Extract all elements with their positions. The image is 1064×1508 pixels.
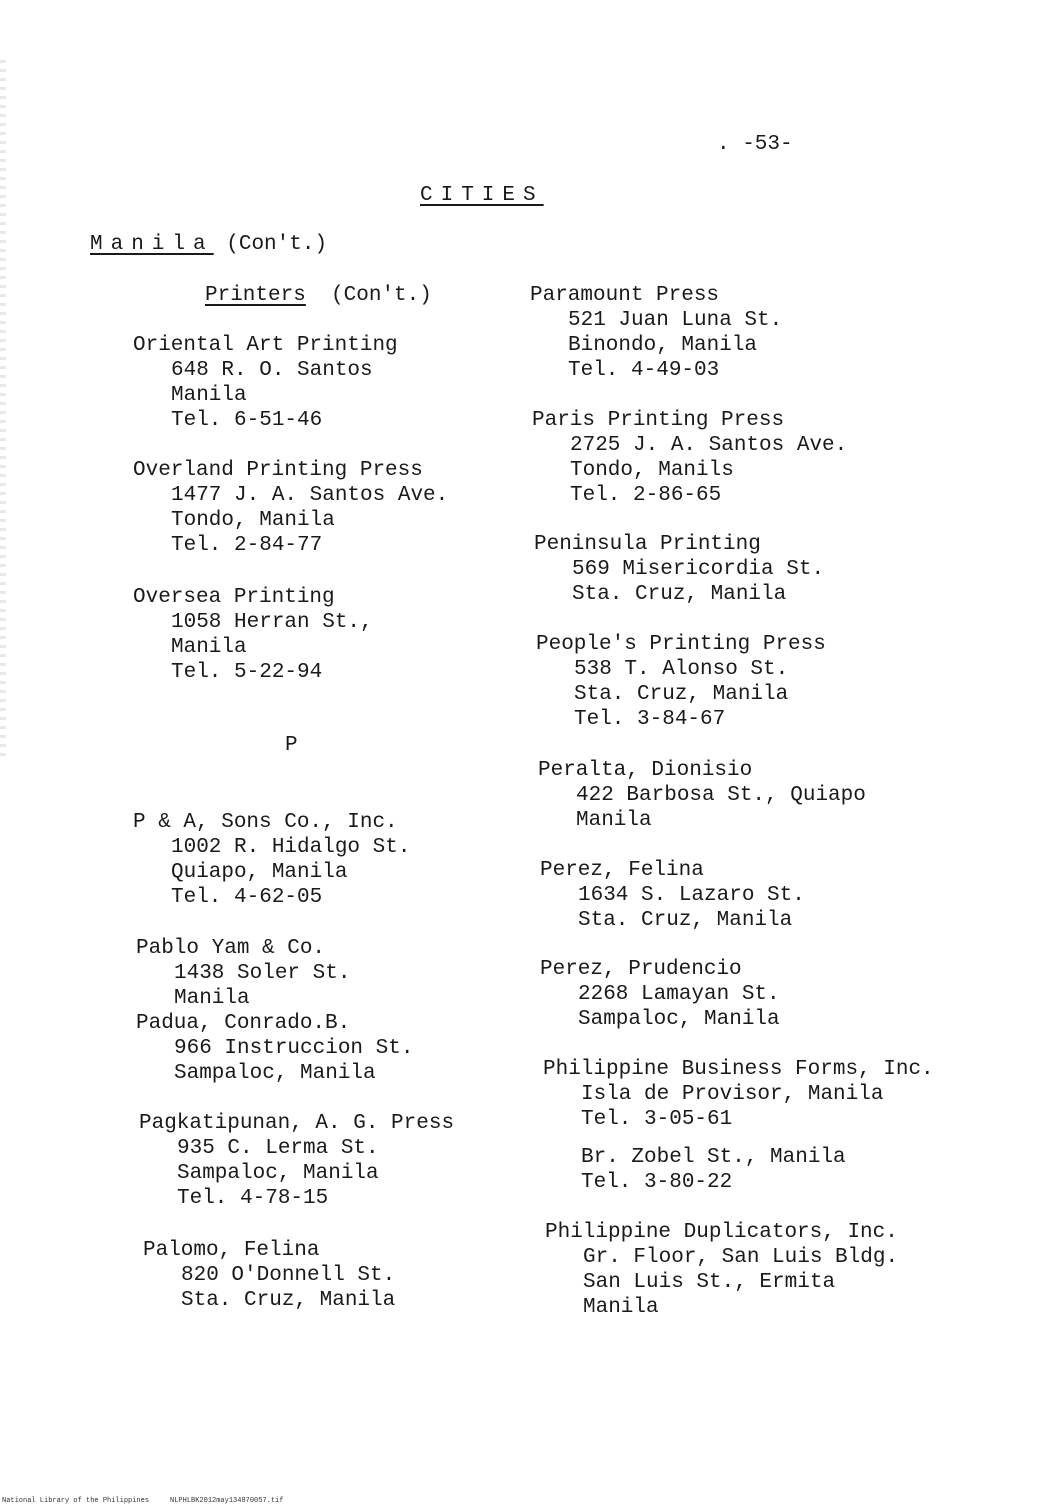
listing-name: Philippine Business Forms, Inc. (543, 1058, 934, 1081)
listing-entry (136, 936, 350, 1011)
listing-entry (136, 1011, 413, 1086)
category-heading-row (205, 283, 432, 308)
listing-city: Sta. Cruz, Manila (181, 1289, 396, 1312)
listing-entry (133, 333, 398, 433)
listing-address: 1438 Soler St. (174, 962, 351, 985)
listing-city: Sta. Cruz, Manila (578, 909, 793, 932)
scan-edge (0, 60, 6, 760)
city-heading-row (90, 232, 327, 257)
listing-address: 1477 J. A. Santos Ave. (171, 484, 449, 507)
city-heading: Manila (90, 233, 214, 256)
listing-entry (139, 1111, 454, 1211)
listing-entry (540, 957, 780, 1032)
listing-address: 1058 Herran St., (171, 611, 373, 634)
listing-address: 569 Misericordia St. (572, 558, 825, 581)
listing-address: 820 O'Donnell St. (181, 1264, 396, 1287)
listing-phone: Tel. 2-86-65 (570, 484, 722, 507)
listing-name: Padua, Conrado.B. (136, 1012, 351, 1035)
listing-address: Br. Zobel St., Manila (581, 1146, 846, 1169)
section-title: CITIES (420, 184, 544, 207)
listing-name: Palomo, Felina (143, 1239, 320, 1262)
listing-city: Binondo, Manila (568, 334, 758, 357)
listing-entry (538, 758, 866, 833)
listing-address: 1634 S. Lazaro St. (578, 884, 805, 907)
listing-city: Manila (583, 1296, 659, 1319)
listing-name: Peralta, Dionisio (538, 759, 753, 782)
letter-heading: P (285, 734, 298, 757)
listing-name: Oriental Art Printing (133, 334, 398, 357)
listing-address: 538 T. Alonso St. (574, 658, 789, 681)
listing-address: Gr. Floor, San Luis Bldg. (583, 1246, 899, 1269)
listing-name: P & A, Sons Co., Inc. (133, 811, 398, 834)
listing-city: Sta. Cruz, Manila (572, 583, 787, 606)
listing-city: Manila (576, 809, 652, 832)
listing-name: Peninsula Printing (534, 533, 761, 556)
listing-entry (536, 632, 826, 732)
listing-city: Tondo, Manila (171, 509, 335, 532)
listing-address: 422 Barbosa St., Quiapo (576, 784, 866, 807)
listing-address: 2268 Lamayan St. (578, 983, 780, 1006)
listing-name: Philippine Duplicators, Inc. (545, 1221, 898, 1244)
listing-city: Sampaloc, Manila (578, 1008, 780, 1031)
city-continued: (Con't.) (226, 233, 328, 256)
listing-phone: Tel. 6-51-46 (171, 409, 323, 432)
listing-address: 935 C. Lerma St. (177, 1137, 379, 1160)
listing-address: 966 Instruccion St. (174, 1037, 414, 1060)
listing-address: 648 R. O. Santos (171, 359, 373, 382)
listing-entry (133, 458, 448, 558)
listing-city: Sampaloc, Manila (174, 1062, 376, 1085)
listing-address: 521 Juan Luna St. (568, 309, 783, 332)
listing-address: San Luis St., Ermita (583, 1271, 836, 1294)
listing-address: Isla de Provisor, Manila (581, 1083, 884, 1106)
listing-name: Pablo Yam & Co. (136, 937, 326, 960)
listing-address: 1002 R. Hidalgo St. (171, 836, 411, 859)
listing-name: Perez, Prudencio (540, 958, 742, 981)
listing-phone: Tel. 4-62-05 (171, 886, 323, 909)
listing-entry (545, 1220, 898, 1320)
listing-entry (133, 810, 410, 910)
page-number: . -53- (717, 133, 793, 156)
listing-phone: Tel. 3-80-22 (581, 1171, 733, 1194)
listing-phone: Tel. 3-05-61 (581, 1108, 733, 1131)
listing-phone: Tel. 5-22-94 (171, 661, 323, 684)
scan-footer: National Library of the Philippines NLPHLBK2012may134870057.tif (2, 1497, 284, 1505)
listing-entry (530, 283, 782, 383)
listing-city: Sta. Cruz, Manila (574, 683, 789, 706)
listing-entry (532, 408, 847, 508)
listing-name: Overland Printing Press (133, 459, 423, 482)
listing-entry (540, 858, 805, 933)
listing-city: Tondo, Manils (570, 459, 734, 482)
listing-phone: Tel. 2-84-77 (171, 534, 323, 557)
listing-name: Paris Printing Press (532, 409, 785, 432)
listing-address: 2725 J. A. Santos Ave. (570, 434, 848, 457)
listing-name: Paramount Press (530, 284, 720, 307)
listing-entry (543, 1145, 846, 1195)
listing-city: Quiapo, Manila (171, 861, 348, 884)
listing-phone: Tel. 4-78-15 (177, 1187, 329, 1210)
category-heading: Printers (205, 284, 306, 307)
listing-city: Manila (171, 636, 247, 659)
listing-name: People's Printing Press (536, 633, 826, 656)
listing-entry (133, 585, 373, 685)
category-continued: (Con't.) (331, 284, 432, 307)
listing-name: Oversea Printing (133, 586, 335, 609)
listing-entry (543, 1057, 934, 1132)
listing-entry (143, 1238, 395, 1313)
listing-phone: Tel. 3-84-67 (574, 708, 726, 731)
listing-city: Manila (174, 987, 250, 1010)
listing-city: Manila (171, 384, 247, 407)
listing-name: Perez, Felina (540, 859, 704, 882)
listing-phone: Tel. 4-49-03 (568, 359, 720, 382)
listing-entry (534, 532, 824, 607)
listing-city: Sampaloc, Manila (177, 1162, 379, 1185)
listing-name: Pagkatipunan, A. G. Press (139, 1112, 455, 1135)
